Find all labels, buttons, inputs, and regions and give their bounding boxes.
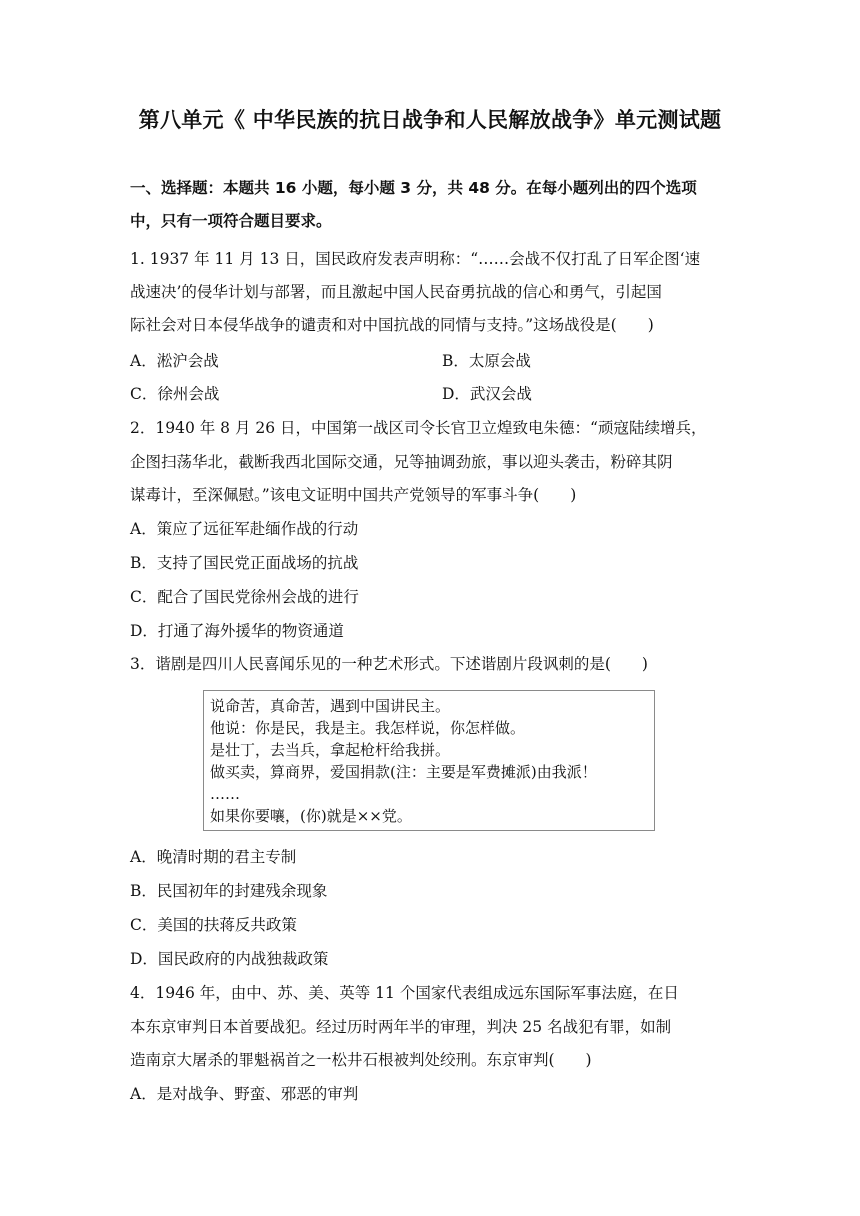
quote-box xyxy=(203,690,655,831)
option-d: D．武汉会战 xyxy=(442,385,532,403)
option-a: A．策应了远征军赴缅作战的行动 xyxy=(130,520,359,538)
page-title: 第八单元《 中华民族的抗日战争和人民解放战争》单元测试题 xyxy=(138,108,722,132)
quote-line: 是壮丁，去当兵，拿起枪杆给我拼。 xyxy=(210,741,451,759)
question-4-text: 4．1946 年，由中、苏、美、英等 11 个国家代表组成远东国际军事法庭，在日 xyxy=(130,984,679,1002)
quote-line: 如果你要嚷，(你)就是××党。 xyxy=(210,807,412,825)
question-4-text: 造南京大屠杀的罪魁祸首之一松井石根被判处绞刑。东京审判( ) xyxy=(130,1051,592,1069)
option-a: A．晚清时期的君主专制 xyxy=(130,848,297,866)
quote-line: 做买卖，算商界，爱国捐款(注：主要是军费摊派)由我派！ xyxy=(210,763,597,781)
question-2-text: 谋毒计，至深佩慰。”该电文证明中国共产党领导的军事斗争( ) xyxy=(130,486,577,504)
option-c: C．美国的扶蒋反共政策 xyxy=(130,916,297,934)
section-heading-cont: 中，只有一项符合题目要求。 xyxy=(130,212,332,230)
question-2-text: 2．1940 年 8 月 26 日，中国第一战区司令长官卫立煌致电朱德：“顽寇陆续增兵， xyxy=(130,419,707,437)
section-heading: 一、选择题：本题共 16 小题，每小题 3 分，共 48 分。在每小题列出的四个选项 xyxy=(130,179,697,197)
quote-line: …… xyxy=(210,785,240,803)
question-3-text: 3．谐剧是四川人民喜闻乐见的一种艺术形式。下述谐剧片段讽刺的是( ) xyxy=(130,655,648,673)
question-4-text: 本东京审判日本首要战犯。经过历时两年半的审理，判决 25 名战犯有罪，如制 xyxy=(130,1018,672,1036)
option-b: B．民国初年的封建残余现象 xyxy=(130,882,328,900)
option-a: A．淞沪会战 xyxy=(130,352,219,370)
question-2-text: 企图扫荡华北，截断我西北国际交通，兄等抽调劲旅，事以迎头袭击，粉碎其阴 xyxy=(130,453,673,471)
quote-line: 他说：你是民，我是主。我怎样说，你怎样做。 xyxy=(210,719,526,737)
question-1-options-row xyxy=(130,350,730,372)
option-a: A．是对战争、野蛮、邪恶的审判 xyxy=(130,1085,359,1103)
option-c: C．配合了国民党徐州会战的进行 xyxy=(130,588,359,606)
question-1-options-row xyxy=(130,383,730,405)
question-1-text: 战速决’的侵华计划与部署，而且激起中国人民奋勇抗战的信心和勇气，引起国 xyxy=(130,283,662,301)
quote-line: 说命苦，真命苦，遇到中国讲民主。 xyxy=(210,697,451,715)
option-d: D．国民政府的内战独裁政策 xyxy=(130,950,329,968)
option-c: C．徐州会战 xyxy=(130,385,220,403)
option-b: B．支持了国民党正面战场的抗战 xyxy=(130,554,359,572)
option-d: D．打通了海外援华的物资通道 xyxy=(130,622,344,640)
option-b: B．太原会战 xyxy=(442,352,531,370)
question-1-text: 际社会对日本侵华战争的谴责和对中国抗战的同情与支持。”这场战役是( ) xyxy=(130,316,654,334)
question-1-text: 1. 1937 年 11 月 13 日，国民政府发表声明称：“……会战不仅打乱了日军企图‘速 xyxy=(130,250,701,268)
